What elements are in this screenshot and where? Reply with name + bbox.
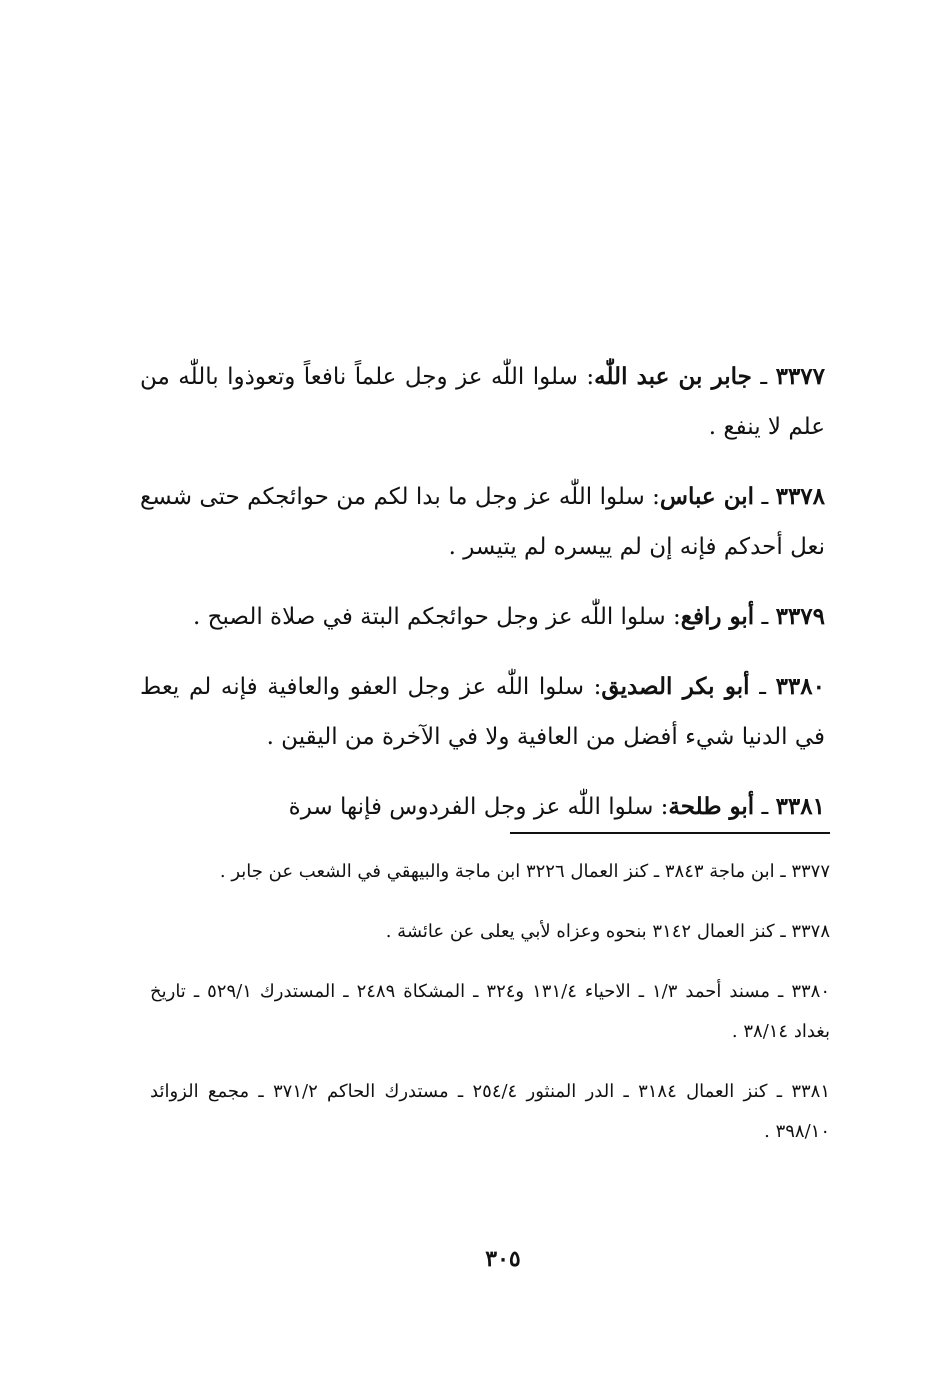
hadith-entry-3380 xyxy=(140,662,825,762)
hadith-number: ٣٣٧٨ xyxy=(775,483,826,510)
hadith-entry-3378 xyxy=(140,472,825,572)
hadith-number: ٣٣٧٩ xyxy=(775,603,825,630)
hadith-dash: ـ xyxy=(760,364,768,390)
narrator-name: جابر بن عبد اللّٰه xyxy=(594,363,752,390)
hadith-dash: ـ xyxy=(761,484,769,510)
footnote-3381: ٣٣٨١ ـ كنز العمال ٣١٨٤ ـ الدر المنثور ٢٥٤/٤ ـ مستدرك الحاكم ٣٧١/٢ ـ مجمع الزوائد ٣٩٨/١٠ . xyxy=(150,1081,830,1142)
footnote-3380: ٣٣٨٠ ـ مسند أحمد ١/٣ ـ الاحياء ١٣١/٤ و٣٢٤ ـ المشكاة ٢٤٨٩ ـ المستدرك ٥٢٩/١ ـ تاريخ بغداد ٣٨/١٤ . xyxy=(150,981,830,1042)
hadith-dash: ـ xyxy=(759,674,766,700)
hadith-dash: ـ xyxy=(761,794,769,820)
page-number: ٣٠٥ xyxy=(485,1246,521,1272)
footnote-3378: ٣٣٧٨ ـ كنز العمال ٣١٤٢ بنحوه وعزاه لأبي يعلى عن عائشة . xyxy=(385,921,830,942)
hadith-entry-3381 xyxy=(140,782,825,832)
hadith-entries xyxy=(140,352,825,852)
narrator-name: ابن عباس xyxy=(659,483,755,510)
hadith-number: ٣٣٧٧ xyxy=(775,363,825,390)
hadith-dash: ـ xyxy=(761,604,769,630)
hadith-text: : سلوا اللّٰه عز وجل حوائجكم البتة في صلاة الصبح . xyxy=(192,604,681,630)
hadith-entry-3379 xyxy=(140,592,825,642)
hadith-text: : سلوا اللّٰه عز وجل العفو والعافية فإنه لم يعط في الدنيا شيء أفضل من العافية ولا في الآخرة من اليقين . xyxy=(140,674,825,750)
footnotes xyxy=(150,852,830,1172)
hadith-text: : سلوا اللّٰه عز وجل علماً نافعاً وتعوذوا باللّٰه من علم لا ينفع . xyxy=(140,364,825,440)
narrator-name: أبو رافع xyxy=(680,603,755,630)
hadith-text: : سلوا اللّٰه عز وجل الفردوس فإنها سرة xyxy=(288,794,669,820)
narrator-name: أبو بكر الصديق xyxy=(601,673,750,700)
footnote-3377: ٣٣٧٧ ـ ابن ماجة ٣٨٤٣ ـ كنز العمال ٣٢٢٦ ابن ماجة والبيهقي في الشعب عن جابر . xyxy=(219,861,830,882)
footnote-separator xyxy=(510,832,830,834)
narrator-name: أبو طلحة xyxy=(668,793,755,820)
hadith-number: ٣٣٨٠ xyxy=(775,673,825,700)
hadith-entry-3377 xyxy=(140,352,825,452)
hadith-number: ٣٣٨١ xyxy=(775,793,825,820)
hadith-text: : سلوا اللّٰه عز وجل ما بدا لكم من حوائجكم حتى شسع نعل أحدكم فإنه إن لم ييسره لم يتيسر . xyxy=(140,484,825,560)
